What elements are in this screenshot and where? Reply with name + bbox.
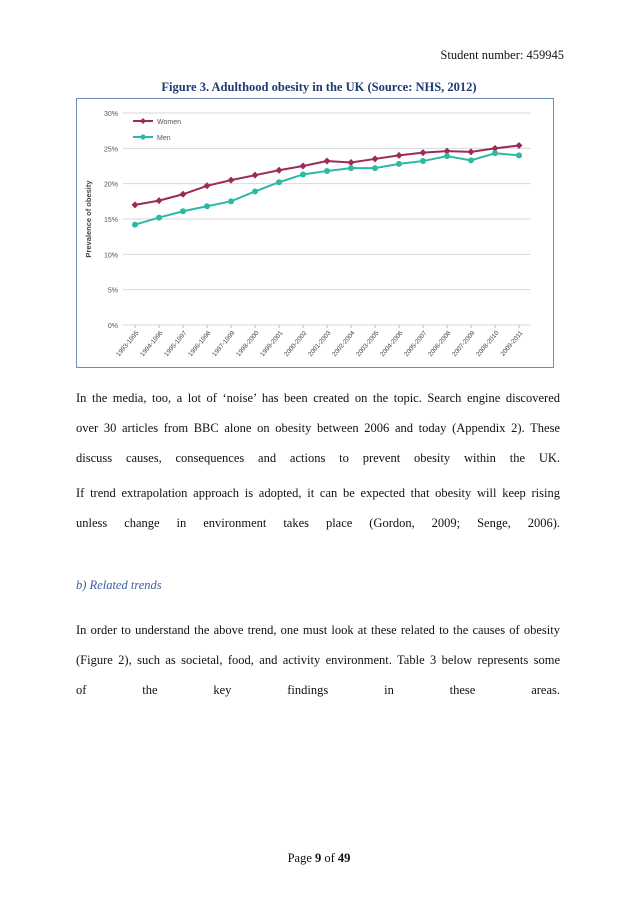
- y-tick-label: 20%: [103, 181, 118, 189]
- data-point: [372, 165, 378, 171]
- text-line: over 30 articles from BBC alone on obesity between 2006 and today (Appendix 2). These: [76, 421, 560, 435]
- obesity-line-chart: [77, 99, 553, 367]
- x-tick-label: 1996-1998: [187, 329, 213, 359]
- x-tick-label: 2004-2006: [379, 329, 405, 359]
- data-point: [420, 158, 426, 164]
- data-point: [468, 157, 474, 163]
- text-line: If trend extrapolation approach is adopted, it can be expected that obesity will keep rising: [76, 486, 560, 500]
- x-tick-label: 2001-2003: [307, 329, 333, 359]
- data-point: [420, 149, 427, 156]
- data-point: [396, 152, 403, 159]
- legend-label: Men: [157, 135, 171, 142]
- data-point: [516, 152, 522, 158]
- x-tick-label: 1999-2001: [259, 329, 285, 359]
- paragraph-trend: [76, 478, 560, 538]
- x-tick-label: 1998-2000: [235, 329, 261, 359]
- legend-marker: [140, 134, 145, 139]
- data-point: [276, 167, 283, 174]
- x-tick-label: 1993-1995: [115, 329, 141, 359]
- legend-label: Women: [157, 119, 181, 126]
- y-tick-label: 10%: [103, 252, 118, 260]
- data-point: [348, 165, 354, 171]
- data-point: [444, 153, 450, 159]
- data-point: [348, 159, 355, 166]
- x-tick-label: 2009-2011: [499, 329, 525, 358]
- text-line: (Figure 2), such as societal, food, and activity environment. Table 3 below represents some: [76, 653, 560, 667]
- data-point: [468, 148, 475, 155]
- figure-caption: Figure 3. Adulthood obesity in the UK (Source: NHS, 2012): [161, 80, 477, 94]
- text-line: of the key findings in these areas.: [76, 683, 560, 697]
- data-point: [132, 222, 138, 228]
- text-line: In order to understand the above trend, one must look at these related to the causes of obesity: [76, 623, 560, 637]
- of-word: of: [324, 851, 335, 865]
- x-tick-label: 2002-2004: [331, 329, 357, 359]
- x-tick-label: 2008-2010: [475, 329, 501, 359]
- x-tick-label: 2003-2005: [355, 329, 381, 359]
- section-subheading: b) Related trends: [76, 578, 162, 592]
- x-tick-label: 2005-2007: [403, 329, 429, 359]
- data-point: [132, 201, 139, 208]
- y-tick-label: 0%: [107, 323, 118, 330]
- x-tick-label: 1997-1999: [211, 329, 237, 359]
- student-number: Student number: 459945: [440, 48, 564, 62]
- y-axis-label: Prevalence of obesity: [84, 180, 93, 258]
- data-point: [492, 150, 498, 156]
- data-point: [324, 158, 331, 165]
- data-point: [324, 168, 330, 174]
- text-line: discuss causes, consequences and actions to prevent obesity within the UK.: [76, 451, 560, 465]
- x-tick-label: 1995-1997: [163, 329, 189, 359]
- data-point: [204, 203, 210, 209]
- y-tick-label: 30%: [103, 111, 118, 118]
- data-point: [156, 215, 162, 221]
- page-footer: [0, 851, 638, 866]
- data-point: [396, 161, 402, 167]
- figure-chart: [76, 98, 554, 368]
- data-point: [300, 171, 306, 177]
- data-point: [372, 155, 379, 162]
- page-total: 49: [337, 851, 351, 865]
- series-line-women: [135, 146, 519, 205]
- x-tick-label: 2007-2009: [451, 329, 477, 359]
- x-tick-label: 1994-1996: [139, 329, 165, 359]
- data-point: [180, 191, 187, 198]
- data-point: [252, 172, 259, 179]
- paragraph-media: [76, 383, 560, 473]
- data-point: [228, 198, 234, 204]
- y-tick-label: 15%: [103, 217, 118, 224]
- data-point: [276, 179, 282, 185]
- data-point: [300, 163, 307, 170]
- legend-marker: [140, 118, 146, 124]
- text-line: unless change in environment takes place (Gordon, 2009; Senge, 2006).: [76, 516, 560, 530]
- data-point: [156, 197, 163, 204]
- page-word: Page: [287, 851, 312, 865]
- x-tick-label: 2000-2002: [283, 329, 309, 359]
- data-point: [252, 188, 258, 194]
- y-tick-label: 25%: [103, 146, 118, 154]
- data-point: [228, 177, 235, 184]
- page-number: 9: [315, 851, 322, 865]
- x-tick-label: 2006-2008: [427, 329, 453, 359]
- paragraph-related: [76, 615, 560, 705]
- data-point: [180, 208, 186, 214]
- text-line: In the media, too, a lot of ‘noise’ has been created on the topic. Search engine discovered: [76, 391, 560, 405]
- y-tick-label: 5%: [107, 287, 118, 295]
